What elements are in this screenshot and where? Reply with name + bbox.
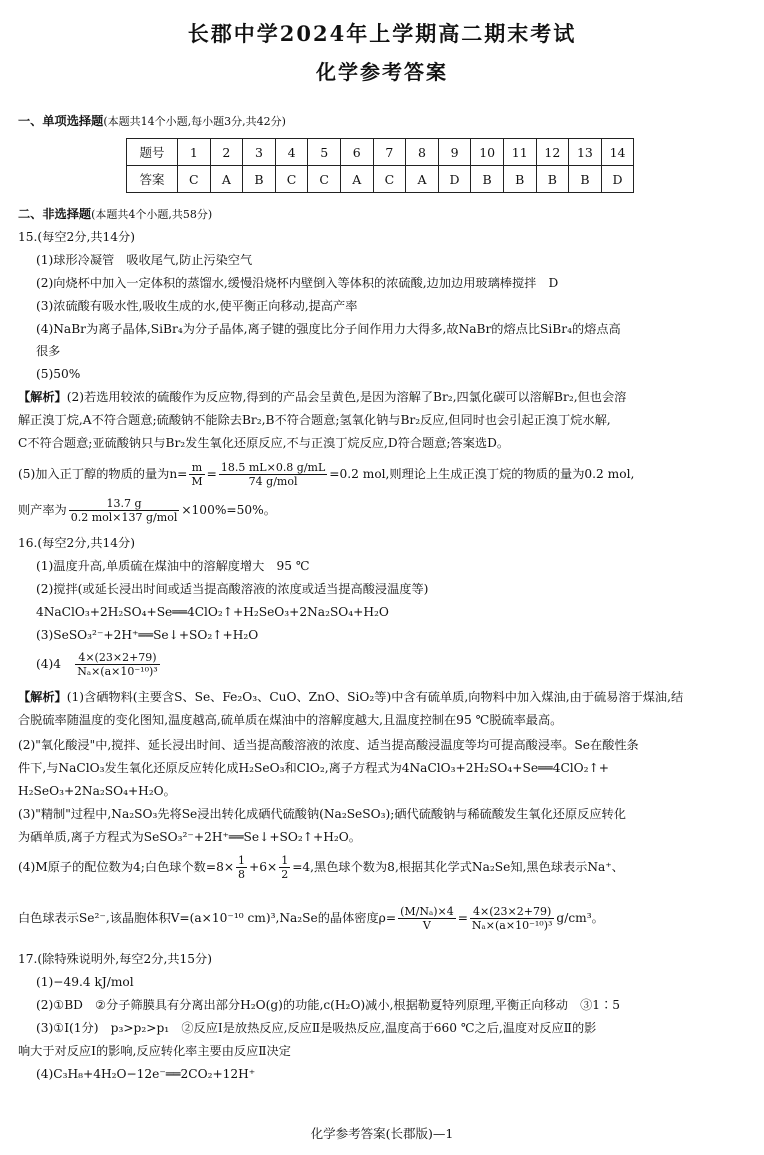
section1-title: 一、单项选择题 <box>18 114 104 128</box>
fraction <box>189 461 204 488</box>
formula-text: = <box>206 467 217 481</box>
q16-analysis-1 <box>18 688 683 706</box>
table-cell: C <box>275 166 308 193</box>
formula-text: g/cm³。 <box>556 911 604 925</box>
formula-text: (5)加入正丁醇的物质的量为n= <box>18 467 188 481</box>
formula-text: = <box>457 911 468 925</box>
q15-analysis-4 <box>18 460 634 488</box>
q16-analysis-text: (1)含硒物料(主要含S、Se、Fe₂O₃、CuO、ZnO、SiO₂等)中含有硫单质,向物料中加入煤油,由于硫易溶于煤油,结 <box>66 690 684 704</box>
q15-answer-5: (5)50% <box>36 367 81 381</box>
page-footer: 化学参考答案(长郡版)—1 <box>310 1126 454 1141</box>
table-cell: A <box>210 166 243 193</box>
formula-text: =4,黑色球个数为8,根据其化学式Na₂Se知,黑色球表示Na⁺、 <box>292 860 624 874</box>
table-row-answers <box>127 166 634 193</box>
table-cell: C <box>308 166 341 193</box>
q17-title: 17.(除特殊说明外,每空2分,共15分) <box>18 952 212 966</box>
table-cell: 11 <box>503 139 536 166</box>
q15-answer-4-cont: 很多 <box>36 344 61 358</box>
fraction <box>470 905 554 932</box>
table-cell: B <box>503 166 536 193</box>
q16-analysis-3: (2)"氧化酸浸"中,搅拌、延长浸出时间、适当提高酸溶液的浓度、适当提高酸浸温度等均可提高酸浸率。Se在酸性条 <box>18 738 639 752</box>
fraction-numerator: 1 <box>281 854 289 867</box>
q15-answer-4: (4)NaBr为离子晶体,SiBr₄为分子晶体,离子键的强度比分子间作用力大得多,故NaBr的熔点比SiBr₄的熔点高 <box>36 322 621 336</box>
table-cell: 7 <box>373 139 406 166</box>
table-cell: C <box>373 166 406 193</box>
fraction <box>219 461 327 488</box>
q15-answer-3: (3)浓硫酸有吸水性,吸收生成的水,使平衡正向移动,提高产率 <box>36 299 358 313</box>
table-cell: C <box>178 166 211 193</box>
section2-title: 二、非选择题 <box>18 207 92 221</box>
table-cell: 1 <box>178 139 211 166</box>
table-cell: B <box>569 166 602 193</box>
fraction-numerator: m <box>189 461 204 475</box>
section2-heading <box>18 205 212 224</box>
table-cell: 5 <box>308 139 341 166</box>
fraction-denominator: Nₐ×(a×10⁻¹⁰)³ <box>471 919 553 932</box>
fraction-numerator: 4×(23×2+79) <box>75 651 159 665</box>
table-cell: A <box>406 166 439 193</box>
fraction-denominator: 8 <box>238 868 246 881</box>
q16-analysis-9 <box>18 902 604 934</box>
table-cell: A <box>340 166 373 193</box>
fraction <box>236 854 247 881</box>
q16-title: 16.(每空2分,共14分) <box>18 536 135 550</box>
fraction-denominator: Nₐ×(a×10⁻¹⁰)³ <box>77 665 158 678</box>
fraction-denominator: 0.2 mol×137 g/mol <box>70 511 178 524</box>
q16-answer-1: (1)温度升高,单质硫在煤油中的溶解度增大 95 ℃ <box>36 559 310 573</box>
q16-analysis-4: 件下,与NaClO₃发生氧化还原反应转化成H₂SeO₃和ClO₂,离子方程式为4NaClO₃+2H₂SO₄+Se══4ClO₂↑+ <box>18 761 609 775</box>
table-cell: 13 <box>569 139 602 166</box>
fraction-numerator: (M/Nₐ)×4 <box>400 905 454 918</box>
q15-answer-2: (2)向烧杯中加入一定体积的蒸馏水,缓慢沿烧杯内壁倒入等体积的浓硫酸,边加边用玻璃棒搅拌 D <box>36 276 559 290</box>
table-cell: D <box>438 166 471 193</box>
fraction <box>398 905 456 932</box>
table-cell: 2 <box>210 139 243 166</box>
table-cell: B <box>536 166 569 193</box>
q17-answer-3-cont: 响大于对反应Ⅰ的影响,反应转化率主要由反应Ⅱ决定 <box>18 1044 291 1058</box>
table-cell: 4 <box>275 139 308 166</box>
table-row-label: 题号 <box>127 139 178 166</box>
q16-equation-1: 4NaClO₃+2H₂SO₄+Se══4ClO₂↑+H₂SeO₃+2Na₂SO₄+H₂O <box>36 605 389 619</box>
page-title: 长郡中学2024年上学期高二期末考试 <box>187 21 577 46</box>
table-cell: 8 <box>406 139 439 166</box>
q15-answer-1: (1)球形冷凝管 吸收尾气,防止污染空气 <box>36 253 253 267</box>
q16-analysis-6: (3)"精制"过程中,Na₂SO₃先将Se浸出转化成硒代硫酸钠(Na₂SeSO₃);硒代硫酸钠与稀硫酸发生氧化还原反应转化 <box>18 807 626 821</box>
q16-analysis-8 <box>18 852 624 882</box>
formula-text: 则产率为 <box>18 503 67 517</box>
table-cell: B <box>243 166 276 193</box>
q17-answer-2: (2)①BD ②分子筛膜具有分离出部分H₂O(g)的功能,c(H₂O)减小,根据勒夏特列原理,平衡正向移动 ③1∶5 <box>36 998 621 1012</box>
analysis-tag: 【解析】 <box>18 690 67 704</box>
fraction-numerator: 18.5 mL×0.8 g/mL <box>220 461 326 474</box>
q15-title: 15.(每空2分,共14分) <box>18 230 135 244</box>
q17-answer-1: (1)−49.4 kJ/mol <box>36 975 134 989</box>
fraction-denominator: 74 g/mol <box>248 475 298 488</box>
formula-text: ×100%=50%。 <box>181 503 276 517</box>
fraction <box>75 651 159 678</box>
page-subtitle: 化学参考答案 <box>316 60 448 84</box>
q15-analysis-3: C不符合题意;亚硫酸钠只与Br₂发生氧化还原反应,不与正溴丁烷反应,D符合题意;答案选D。 <box>18 436 510 450</box>
formula-text: +6× <box>249 860 278 874</box>
formula-text: (4)M原子的配位数为4;白色球个数=8× <box>18 860 235 874</box>
table-cell: B <box>471 166 504 193</box>
q17-answer-4: (4)C₃H₈+4H₂O−12e⁻══2CO₂+12H⁺ <box>36 1067 256 1081</box>
fraction-denominator: V <box>422 919 431 932</box>
formula-text: =0.2 mol,则理论上生成正溴丁烷的物质的量为0.2 mol, <box>329 467 635 481</box>
q15-analysis-text: (2)若选用较浓的硫酸作为反应物,得到的产品会呈黄色,是因为溶解了Br₂,四氯化碳可以溶解Br₂,但也会溶 <box>66 390 627 404</box>
analysis-tag: 【解析】 <box>18 390 67 404</box>
table-cell: D <box>601 166 634 193</box>
formula-text: (4)4 <box>36 657 74 671</box>
table-cell: 6 <box>340 139 373 166</box>
q16-analysis-7: 为硒单质,离子方程式为SeSO₃²⁻+2H⁺══Se↓+SO₂↑+H₂O。 <box>18 830 361 844</box>
table-cell: 12 <box>536 139 569 166</box>
q16-analysis-2: 合脱硫率随温度的变化图知,温度越高,硫单质在煤油中的溶解度越大,且温度控制在95 ℃脱硫率最高。 <box>18 713 563 727</box>
q15-analysis-5 <box>18 496 276 524</box>
q16-answer-2: (2)搅拌(或延长浸出时间或适当提高酸溶液的浓度或适当提高酸浸温度等) <box>36 582 429 596</box>
table-cell: 3 <box>243 139 276 166</box>
table-cell: 14 <box>601 139 634 166</box>
q15-analysis-1 <box>18 388 626 406</box>
fraction-denominator: M <box>191 475 203 488</box>
formula-text: 白色球表示Se²⁻,该晶胞体积V=(a×10⁻¹⁰ cm)³,Na₂Se的晶体密度ρ= <box>18 911 397 925</box>
q16-answer-4 <box>36 650 162 678</box>
table-row-numbers <box>127 139 634 166</box>
table-cell: 10 <box>471 139 504 166</box>
fraction-denominator: 2 <box>281 868 289 881</box>
section1-note: (本题共14个小题,每小题3分,共42分) <box>103 115 286 128</box>
fraction-numerator: 4×(23×2+79) <box>470 905 554 919</box>
table-row-label: 答案 <box>127 166 178 193</box>
q16-analysis-5: H₂SeO₃+2Na₂SO₄+H₂O。 <box>18 784 176 798</box>
q15-analysis-2: 解正溴丁烷,A不符合题意;硫酸钠不能除去Br₂,B不符合题意;氢氧化钠与Br₂反应,但同时也会引起正溴丁烷水解, <box>18 413 611 427</box>
fraction <box>279 854 290 881</box>
q17-answer-3: (3)①Ⅰ(1分) p₃>p₂>p₁ ②反应Ⅰ是放热反应,反应Ⅱ是吸热反应,温度高于660 ℃之后,温度对反应Ⅱ的影 <box>36 1021 597 1035</box>
answer-table <box>126 138 634 193</box>
table-cell: 9 <box>438 139 471 166</box>
fraction-numerator: 13.7 g <box>69 497 180 511</box>
fraction <box>69 497 180 524</box>
fraction-numerator: 1 <box>238 854 246 867</box>
section2-note: (本题共4个小题,共58分) <box>91 208 213 221</box>
section1-heading <box>18 112 286 131</box>
q16-answer-3: (3)SeSO₃²⁻+2H⁺══Se↓+SO₂↑+H₂O <box>36 628 259 642</box>
